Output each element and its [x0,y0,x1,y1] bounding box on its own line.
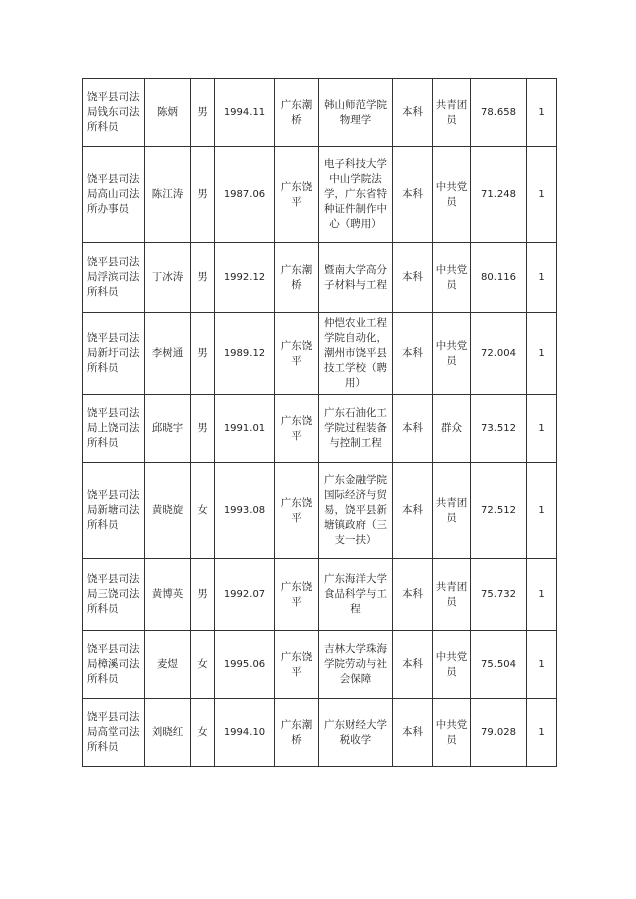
name-cell: 黄晓旋 [145,463,191,559]
position-cell: 饶平县司法局钱东司法所科员 [83,79,145,147]
education-major-cell: 广东海洋大学食品科学与工程 [319,559,393,631]
education-major-cell: 电子科技大学中山学院法学，广东省特种证件制作中心（聘用） [319,147,393,243]
table-row [83,313,557,395]
rank-cell: 1 [527,313,557,395]
birth-cell: 1991.01 [215,395,275,463]
origin-cell: 广东饶平 [275,395,319,463]
position-cell: 饶平县司法局高堂司法所科员 [83,699,145,767]
name-cell: 邱晓宇 [145,395,191,463]
birth-cell: 1987.06 [215,147,275,243]
gender-cell: 男 [191,79,215,147]
degree-cell: 本科 [393,559,433,631]
name-cell: 陈炳 [145,79,191,147]
rank-cell: 1 [527,559,557,631]
gender-cell: 男 [191,559,215,631]
name-cell: 刘晓红 [145,699,191,767]
origin-cell: 广东潮桥 [275,699,319,767]
birth-cell: 1989.12 [215,313,275,395]
score-cell: 71.248 [471,147,527,243]
position-cell: 饶平县司法局三饶司法所科员 [83,559,145,631]
table-row [83,699,557,767]
table-row [83,463,557,559]
degree-cell: 本科 [393,147,433,243]
position-cell: 饶平县司法局新圩司法所科员 [83,313,145,395]
birth-cell: 1992.12 [215,243,275,313]
name-cell: 陈江涛 [145,147,191,243]
rank-cell: 1 [527,395,557,463]
score-cell: 75.732 [471,559,527,631]
score-cell: 79.028 [471,699,527,767]
degree-cell: 本科 [393,395,433,463]
position-cell: 饶平县司法局新塘司法所科员 [83,463,145,559]
name-cell: 麦煜 [145,631,191,699]
origin-cell: 广东饶平 [275,313,319,395]
score-cell: 78.658 [471,79,527,147]
gender-cell: 男 [191,313,215,395]
rank-cell: 1 [527,243,557,313]
rank-cell: 1 [527,79,557,147]
name-cell: 黄博英 [145,559,191,631]
position-cell: 饶平县司法局高山司法所办事员 [83,147,145,243]
politics-cell: 中共党员 [433,243,471,313]
table-row [83,631,557,699]
degree-cell: 本科 [393,699,433,767]
gender-cell: 女 [191,631,215,699]
education-major-cell: 暨南大学高分子材料与工程 [319,243,393,313]
education-major-cell: 吉林大学珠海学院劳动与社会保障 [319,631,393,699]
score-cell: 80.116 [471,243,527,313]
rank-cell: 1 [527,147,557,243]
gender-cell: 男 [191,147,215,243]
politics-cell: 共青团员 [433,79,471,147]
birth-cell: 1994.10 [215,699,275,767]
candidate-table [82,78,557,767]
score-cell: 72.512 [471,463,527,559]
politics-cell: 中共党员 [433,313,471,395]
table-row [83,559,557,631]
rank-cell: 1 [527,463,557,559]
gender-cell: 男 [191,243,215,313]
birth-cell: 1992.07 [215,559,275,631]
gender-cell: 男 [191,395,215,463]
politics-cell: 共青团员 [433,559,471,631]
education-major-cell: 韩山师范学院物理学 [319,79,393,147]
table-row [83,79,557,147]
rank-cell: 1 [527,631,557,699]
politics-cell: 群众 [433,395,471,463]
origin-cell: 广东饶平 [275,463,319,559]
name-cell: 丁冰涛 [145,243,191,313]
birth-cell: 1994.11 [215,79,275,147]
politics-cell: 共青团员 [433,463,471,559]
rank-cell: 1 [527,699,557,767]
birth-cell: 1993.08 [215,463,275,559]
gender-cell: 女 [191,463,215,559]
table-body [83,79,557,767]
name-cell: 李树通 [145,313,191,395]
degree-cell: 本科 [393,463,433,559]
origin-cell: 广东潮桥 [275,79,319,147]
degree-cell: 本科 [393,631,433,699]
position-cell: 饶平县司法局樟溪司法所科员 [83,631,145,699]
position-cell: 饶平县司法局浮滨司法所科员 [83,243,145,313]
politics-cell: 中共党员 [433,147,471,243]
origin-cell: 广东饶平 [275,147,319,243]
origin-cell: 广东饶平 [275,559,319,631]
degree-cell: 本科 [393,313,433,395]
score-cell: 72.004 [471,313,527,395]
education-major-cell: 广东金融学院国际经济与贸易，饶平县新塘镇政府（三支一扶） [319,463,393,559]
degree-cell: 本科 [393,243,433,313]
origin-cell: 广东饶平 [275,631,319,699]
table-row [83,395,557,463]
education-major-cell: 广东石油化工学院过程装备与控制工程 [319,395,393,463]
score-cell: 75.504 [471,631,527,699]
education-major-cell: 仲恺农业工程学院自动化，潮州市饶平县技工学校（聘用） [319,313,393,395]
politics-cell: 中共党员 [433,699,471,767]
origin-cell: 广东潮桥 [275,243,319,313]
education-major-cell: 广东财经大学税收学 [319,699,393,767]
position-cell: 饶平县司法局上饶司法所科员 [83,395,145,463]
score-cell: 73.512 [471,395,527,463]
birth-cell: 1995.06 [215,631,275,699]
gender-cell: 女 [191,699,215,767]
degree-cell: 本科 [393,79,433,147]
table-row [83,147,557,243]
table-row [83,243,557,313]
politics-cell: 中共党员 [433,631,471,699]
